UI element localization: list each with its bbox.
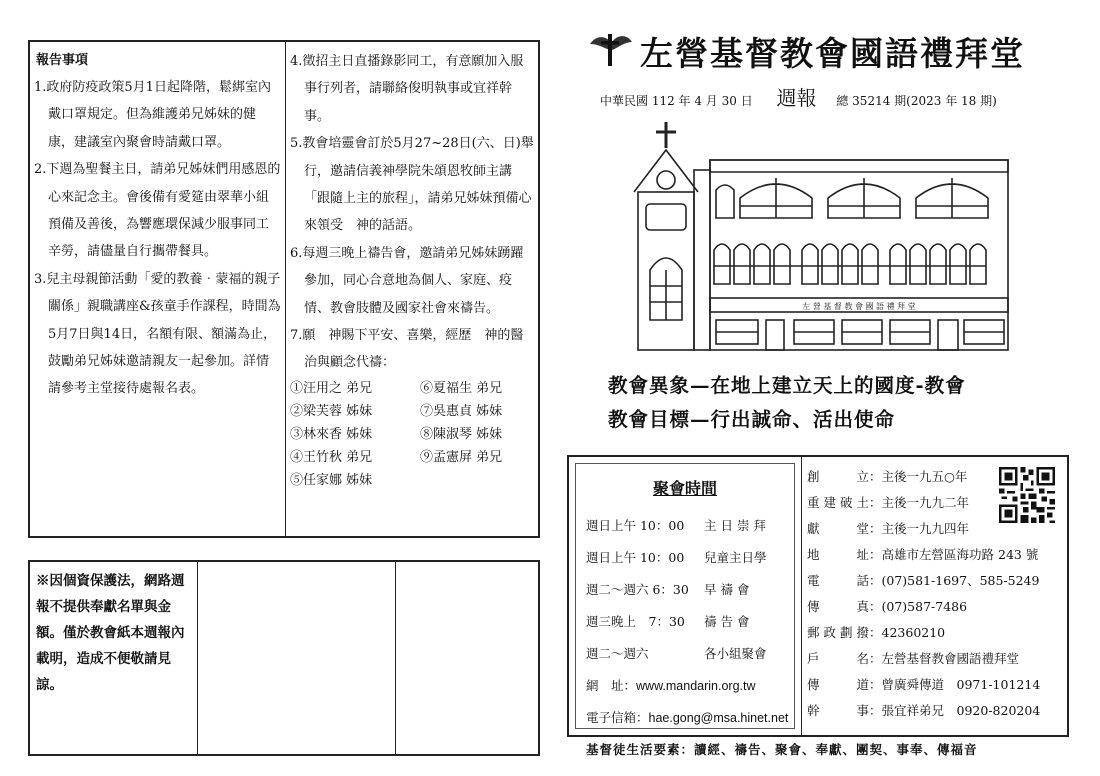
info-row: 傳 道：曾廣舜傳道 0971-101214	[807, 677, 1041, 692]
meeting-times-title: 聚會時間	[652, 479, 717, 498]
announcements-box	[28, 40, 540, 538]
info-row: 傳 真：(07)587-7486	[807, 599, 968, 614]
email-link[interactable]: hae.gong@msa.hinet.net	[648, 711, 789, 725]
announcement-item: 5.教會培靈會訂於5月27~28日(六、日)舉行，邀請信義神學院朱頌恩牧師主講「跟隨上主的旅程」，請弟兄姊妹預備心來領受 神的話語。	[290, 136, 534, 234]
meeting-times-panel	[569, 457, 802, 735]
announcements-title: 報告事項	[36, 53, 89, 68]
prayer-list	[290, 377, 534, 492]
announcement-item: 4.徵招主日直播錄影同工，有意願加入服事行列者，請聯絡俊明執事或宜祥幹事。	[290, 54, 524, 124]
church-info-panel	[803, 457, 1067, 735]
church-name: 左營基督教會國語禮拜堂	[640, 34, 1025, 73]
qr-code-icon[interactable]	[999, 467, 1055, 523]
website-link[interactable]: www.mandarin.org.tw	[636, 679, 756, 693]
bulletin-date: 中華民國 112 年 4 月 30 日	[600, 94, 753, 108]
church-goal: 教會目標—行出誠命、活出使命	[608, 408, 896, 431]
privacy-box	[28, 560, 540, 756]
info-row: 戶 名：左營基督教會國語禮拜堂	[807, 651, 1020, 666]
meeting-row: 週日上午 10：00 兒童主日學	[586, 550, 767, 565]
meeting-row: 週三晚上 7：30 禱 告 會	[586, 614, 750, 629]
church-vision: 教會異象—在地上建立天上的國度-教會	[608, 374, 966, 397]
prayer-name: ⑦吳惠貞 姊妹	[420, 403, 503, 419]
issue-number: 總 35214 期(2023 年 18 期)	[836, 94, 997, 108]
info-row: 電 話：(07)581-1697、585-5249	[807, 573, 1040, 588]
announcement-item: 1.政府防疫政策5月1日起降階，鬆綁室內戴口罩規定。但為維護弟兄姊妹的健康，建議室內聚會時請戴口罩。	[34, 80, 271, 150]
meeting-row: 週二～週六 6：30 早 禱 會	[586, 582, 750, 597]
prayer-name: ②梁芙蓉 姊妹	[290, 403, 373, 419]
footer-christian-life-essentials: 基督徒生活要素：讀經、禱告、聚會、奉獻、團契、事奉、傳福音	[586, 742, 978, 757]
announcements-col-1	[30, 42, 286, 536]
date-line	[600, 82, 997, 111]
prayer-name: ⑧陳淑琴 姊妹	[420, 426, 503, 442]
email-row: 電子信箱：hae.gong@msa.hinet.net	[586, 710, 789, 725]
building-sign-text: 左 營 基 督 教 會 國 語 禮 拜 堂	[802, 302, 916, 311]
announcement-item: 2.下週為聖餐主日，請弟兄姊妹們用感恩的心來記念主。會後備有愛筵由翠華小組預備及善後，為響應環保減少服事同工辛勞，請儘量自行攜帶餐具。	[34, 162, 281, 260]
offering-list-blank	[198, 562, 396, 754]
announcement-item: 7.願 神賜下平安、喜樂，經歷 神的醫治與顧念代禱：	[290, 328, 524, 371]
prayer-name: ③林來香 姊妹	[290, 426, 373, 442]
prayer-name: ④王竹秋 弟兄	[290, 449, 373, 465]
info-row: 創 立：主後一九五○年	[807, 469, 968, 484]
info-row: 獻 堂：主後一九九四年	[807, 521, 970, 536]
meeting-row: 週二～週六 各小組聚會	[586, 646, 767, 661]
info-row: 重建破土：主後一九九二年	[807, 495, 970, 510]
prayer-name: ⑤任家娜 姊妹	[290, 472, 373, 488]
info-row: 地 址：高雄市左營區海功路 243 號	[807, 547, 1039, 562]
prayer-name: ①汪用之 弟兄	[290, 380, 373, 396]
bulletin-label: 週報	[776, 86, 817, 110]
announcements-col-2	[286, 42, 538, 536]
meeting-info-box	[567, 455, 1069, 737]
info-row: 郵政劃撥：42360210	[807, 625, 946, 640]
announcement-item: 3.兒主母親節活動「愛的教養‧蒙福的親子關係」親職講座&孩童手作課程，時間為5月7日與14日，名額有限、額滿為止，鼓勵弟兄姊妹邀請親友一起參加。詳情請參考主堂接待處報名表。	[34, 271, 281, 397]
church-building-illustration	[628, 120, 1010, 352]
announcement-item: 6.每週三晚上禱告會，邀請弟兄姊妹踴躍參加，同心合意地為個人、家庭、疫情、教會肢體及國家社會來禱告。	[290, 245, 524, 316]
prayer-name: ⑥夏福生 弟兄	[420, 380, 503, 396]
website-row: 網 址：www.mandarin.org.tw	[586, 678, 756, 693]
prayer-name: ⑨孟憲屏 弟兄	[420, 449, 503, 465]
church-logo-icon	[588, 30, 634, 68]
privacy-note: ※因個資保護法，網路週報不提供奉獻名單與金額。僅於教會紙本週報內載明，造成不便敬請見諒。	[30, 562, 198, 754]
meeting-row: 週日上午 10：00 主 日 崇 拜	[586, 518, 766, 533]
info-row: 幹 事：張宜祥弟兄 0920-820204	[807, 703, 1041, 718]
